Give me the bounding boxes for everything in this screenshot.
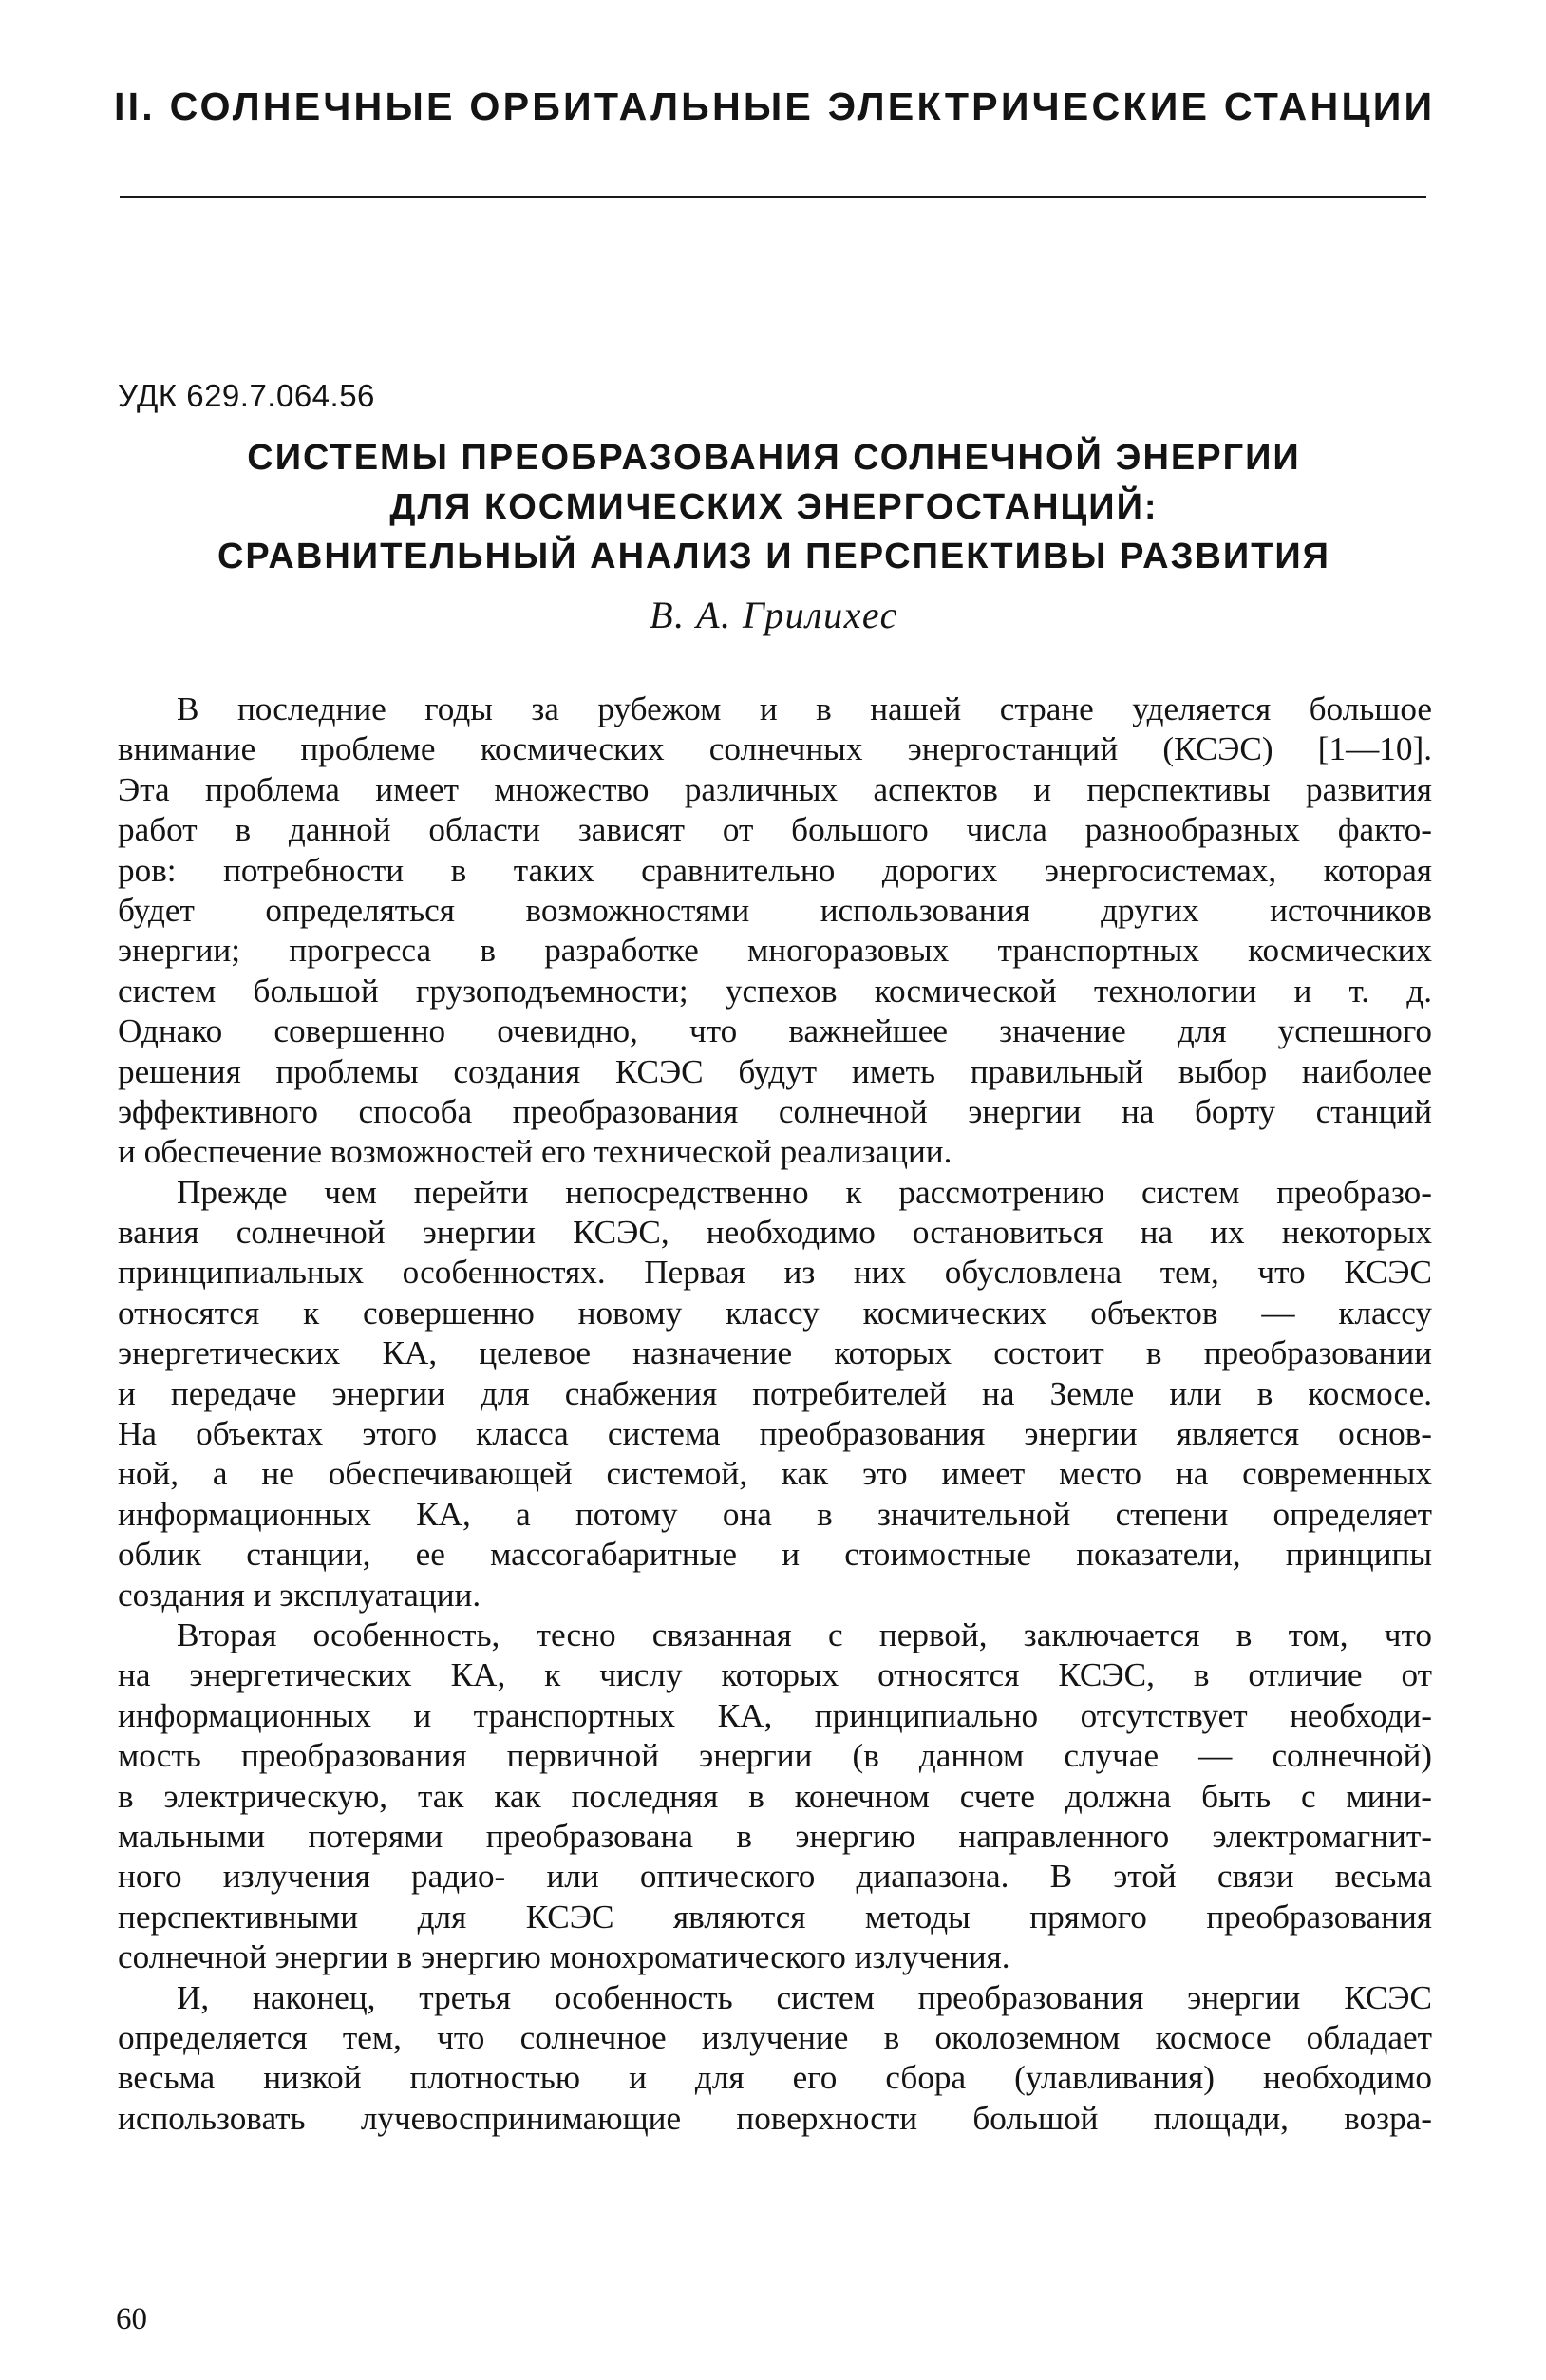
text-line: И, наконец, третья особенность систем преобразования энергии КСЭС — [177, 1978, 1432, 2016]
section-heading: II. СОЛНЕЧНЫЕ ОРБИТАЛЬНЫЕ ЭЛЕКТРИЧЕСКИЕ СТАНЦИИ — [114, 85, 1436, 128]
header-rule — [120, 196, 1426, 198]
title-line: СРАВНИТЕЛЬНЫЙ АНАЛИЗ И ПЕРСПЕКТИВЫ РАЗВИТИЯ — [217, 537, 1330, 576]
text-line: в электрическую, так как последняя в конечном счете должна быть с мини- — [118, 1777, 1432, 1815]
text-line: принципиальных особенностях. Первая из них обусловлена тем, что КСЭС — [118, 1254, 1432, 1292]
article-body — [118, 689, 1432, 2139]
text-line: систем большой грузоподъемности; успехов космической технологии и т. д. — [118, 972, 1432, 1010]
text-line: Эта проблема имеет множество различных аспектов и перспективы развития — [118, 770, 1432, 808]
text-line: Однако совершенно очевидно, что важнейшее значение для успешного — [118, 1012, 1432, 1050]
text-line: решения проблемы создания КСЭС будут иметь правильный выбор наиболее — [118, 1052, 1432, 1090]
text-line: Вторая особенность, тесно связанная с первой, заключается в том, что — [177, 1615, 1432, 1653]
page-number: 60 — [116, 2302, 147, 2336]
text-line: облик станции, ее массогабаритные и стоимостные показатели, принципы — [118, 1536, 1432, 1574]
text-line: определяется тем, что солнечное излучение в околоземном космосе обладает — [118, 2018, 1432, 2056]
text-line: вания солнечной энергии КСЭС, необходимо остановиться на их некоторых — [118, 1214, 1432, 1252]
text-line: солнечной энергии в энергию монохроматического излучения. — [118, 1938, 1010, 1976]
title-line: ДЛЯ КОСМИЧЕСКИХ ЭНЕРГОСТАНЦИЙ: — [389, 487, 1159, 527]
text-line: энергии; прогресса в разработке многоразовых транспортных космических — [118, 932, 1432, 970]
text-line: В последние годы за рубежом и в нашей стране уделяется большое — [177, 690, 1432, 727]
paragraph — [118, 1173, 1432, 1615]
text-line: создания и эксплуатации. — [118, 1576, 481, 1614]
udk-code: УДК 629.7.064.56 — [118, 378, 375, 413]
text-line: мость преобразования первичной энергии (в данном случае — солнечной) — [118, 1737, 1432, 1775]
text-line: Прежде чем перейти непосредственно к рассмотрению систем преобразо- — [177, 1173, 1432, 1211]
text-line: весьма низкой плотностью и для его сбора (улавливания) необходимо — [118, 2059, 1432, 2097]
text-line: энергетических КА, целевое назначение которых состоит в преобразовании — [118, 1334, 1432, 1372]
author: В. А. Грилихес — [650, 594, 898, 636]
text-line: ного излучения радио- или оптического диапазона. В этой связи весьма — [118, 1858, 1432, 1896]
title-line: СИСТЕМЫ ПРЕОБРАЗОВАНИЯ СОЛНЕЧНОЙ ЭНЕРГИИ — [247, 438, 1301, 478]
text-line: использовать лучевоспринимающие поверхности большой площади, возра- — [118, 2099, 1432, 2137]
text-line: На объектах этого класса система преобразования энергии является основ- — [118, 1415, 1432, 1453]
text-line: информационных и транспортных КА, принципиально отсутствует необходи- — [118, 1696, 1432, 1734]
paragraph — [118, 1615, 1432, 1978]
text-line: и передаче энергии для снабжения потребителей на Земле или в космосе. — [118, 1374, 1432, 1412]
text-line: и обеспечение возможностей его технической реализации. — [118, 1133, 952, 1171]
paragraph — [118, 689, 1432, 1173]
article-title — [114, 433, 1434, 581]
text-line: на энергетических КА, к числу которых относятся КСЭС, в отличие от — [118, 1656, 1432, 1694]
text-line: работ в данной области зависят от большого числа разнообразных факто- — [118, 811, 1432, 849]
text-line: внимание проблеме космических солнечных энергостанций (КСЭС) [1—10]. — [118, 730, 1432, 768]
text-line: ров: потребности в таких сравнительно дорогих энергосистемах, которая — [118, 851, 1432, 889]
text-line: перспективными для КСЭС являются методы прямого преобразования — [118, 1898, 1432, 1936]
text-line: мальными потерями преобразована в энергию направленного электромагнит- — [118, 1817, 1432, 1855]
text-line: ной, а не обеспечивающей системой, как это имеет место на современных — [118, 1455, 1432, 1493]
text-line: относятся к совершенно новому классу космических объектов — классу — [118, 1294, 1432, 1332]
paragraph — [118, 1978, 1432, 2140]
text-line: эффективного способа преобразования солнечной энергии на борту станций — [118, 1092, 1432, 1130]
text-line: информационных КА, а потому она в значительной степени определяет — [118, 1495, 1432, 1533]
text-line: будет определяться возможностями использования других источников — [118, 891, 1432, 929]
